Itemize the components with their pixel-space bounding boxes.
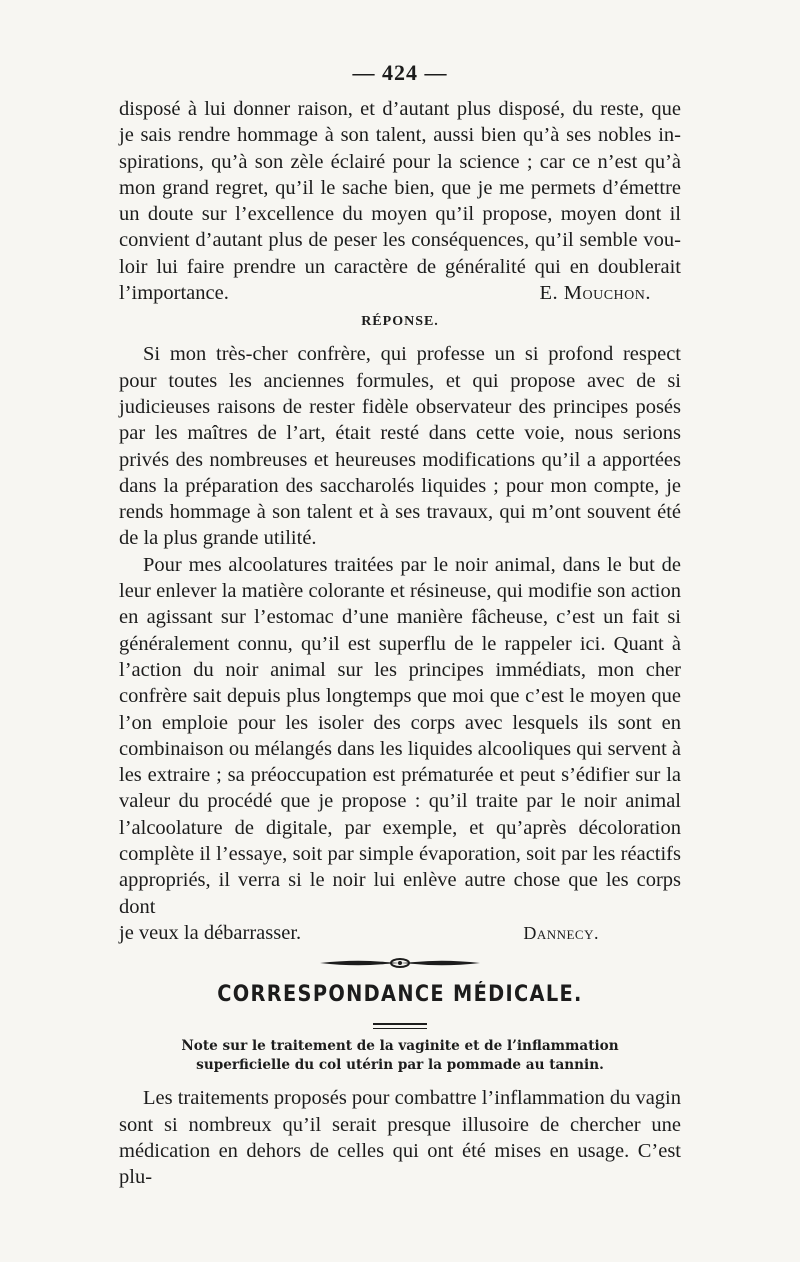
article-subtitle — [119, 1037, 681, 1075]
intro-line: je sais rendre hommage à son talent, aussi bien qu’à ses nobles in- — [119, 124, 681, 147]
reponse-paragraph-1: Si mon très-cher confrère, qui professe un si profond respect pour toutes les anciennes formules, et qui propose avec de si judicieuses raisons de rester fidèle observateur des principes posés par les maîtres de l’art, était resté dans cette voie, nous serions privés des nombreuses et heureuses modifications qu’il a apportées dans la préparation des saccharolés liquides ; pour mon compte, je rends hommage à son talent et à ses travaux, qui m’ont souvent été de la plus grande utilité. — [119, 343, 681, 550]
page-number: — 424 — — [352, 60, 448, 85]
reponse-closing-line — [119, 920, 681, 946]
intro-line: mon grand regret, qu’il le sache bien, que je me permets d’émettre — [119, 176, 681, 199]
ornament-divider-icon — [315, 950, 485, 976]
intro-closing-line — [119, 280, 681, 306]
intro-line: spirations, qu’à son zèle éclairé pour la science ; car ce n’est qu’à — [119, 150, 681, 173]
section-title: CORRESPONDANCE MÉDICALE. — [217, 982, 583, 1008]
signature-mouchon: E. Mouchon. — [539, 282, 651, 305]
reponse-last-line: je veux la débarrasser. — [119, 921, 302, 944]
intro-line: un doute sur l’excellence du moyen qu’il propose, moyen dont il — [119, 203, 681, 226]
short-double-rule — [373, 1023, 427, 1029]
closing-paragraph: Les traitements proposés pour combattre l’inflammation du vagin sont si nombreux qu’il serait presque illusoire de chercher une médication en dehors de celles qui ont été mises en usage. C’est plu- — [119, 1087, 681, 1189]
intro-block — [119, 96, 681, 306]
reponse-paragraph-2: Pour mes alcoolatures traitées par le noir animal, dans le but de leur enlever la matière colorante et résineuse, qui modifie son action en agissant sur l’estomac d’une manière fâcheuse, c’est un fait si généralement connu, qu’il est superflu de le rappeler ici. Quant à l’action du noir animal sur les principes immédiats, mon cher confrère sait depuis plus longtemps que moi que c’est le moyen que l’on emploie pour les isoler des corps avec lesquels ils sont en combinaison ou mélangés dans les liquides alcooliques qui servent à les extraire ; sa préoccupation est prématurée et peut s’édifier sur la valeur du procédé que je propose : qu’il traite par le noir animal l’alcoolature de digitale, par exemple, et qu’après décoloration complète il l’essaye, soit par simple évaporation, soit par les réactifs appropriés, il verra si le noir lui enlève autre chose que les corps dont — [119, 553, 681, 918]
intro-last-line: l’importance. — [119, 282, 229, 305]
subtitle-line-1: Note sur le traitement de la vaginite et de l’inflammation — [181, 1038, 619, 1055]
subtitle-line-2: superficielle du col utérin par la pommade au tannin. — [196, 1057, 604, 1074]
intro-line: loir lui faire prendre un caractère de généralité qui en doublerait — [119, 255, 681, 278]
text-column — [119, 96, 681, 1190]
intro-line: disposé à lui donner raison, et d’autant plus disposé, du reste, que — [119, 98, 681, 120]
reponse-heading: RÉPONSE. — [361, 314, 439, 330]
intro-line: convient d’autant plus de peser les conséquences, qu’il semble vou- — [119, 229, 681, 252]
signature-dannecy: Dannecy. — [523, 922, 599, 943]
